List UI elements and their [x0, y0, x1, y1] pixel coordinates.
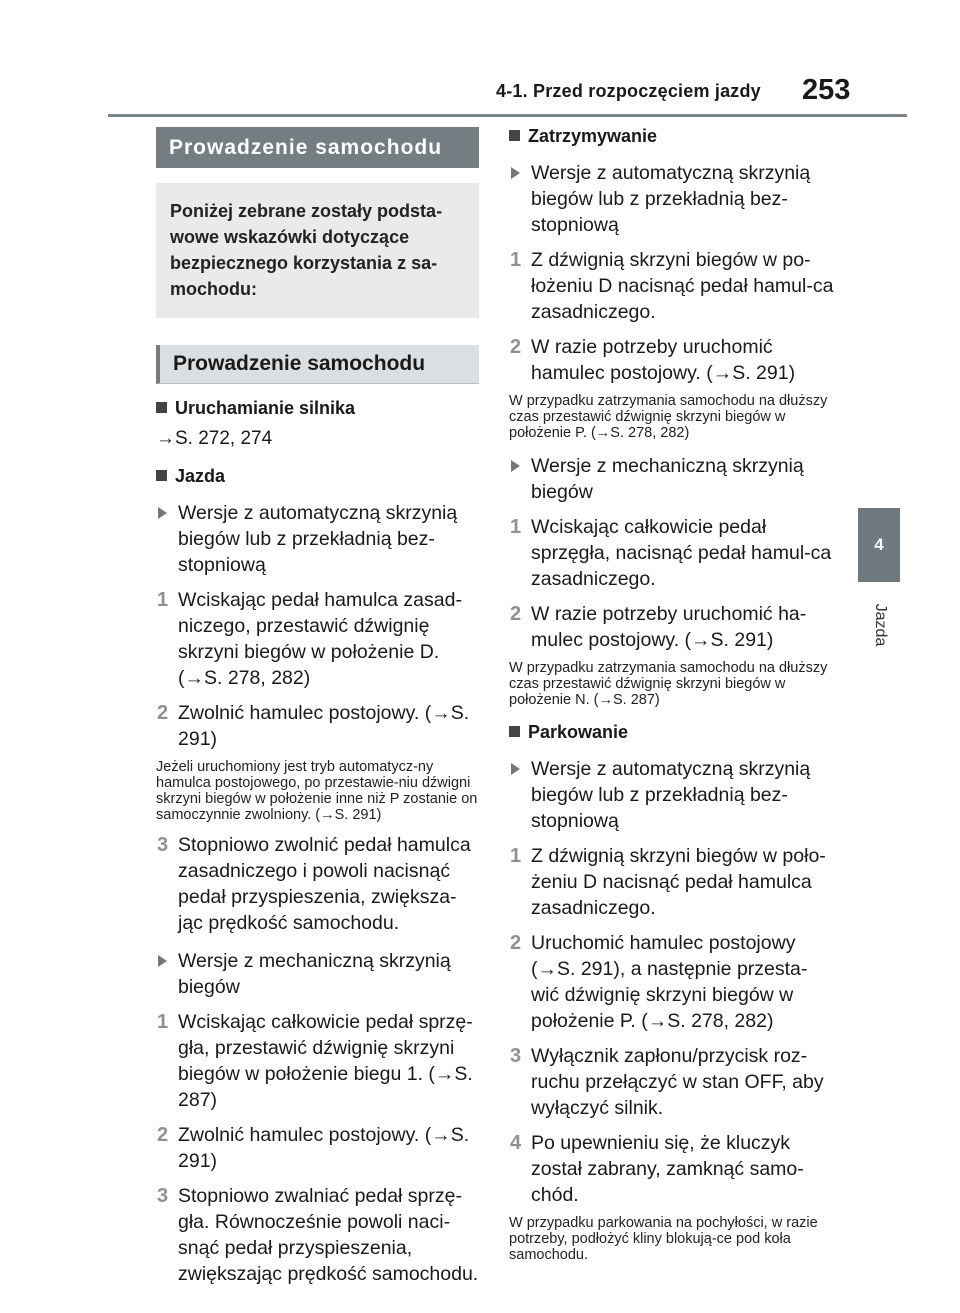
- step-item: 2 W razie potrzeby uruchomić ha-mulec postojowy. (→S. 291): [510, 603, 807, 651]
- step-number: 3: [510, 1045, 522, 1067]
- chapter-label-text: Jazda: [872, 603, 889, 647]
- page-number: 253: [802, 74, 851, 106]
- step-item: 2 Uruchomić hamulec postojowy (→S. 291), a następnie przesta-wić dźwignię skrzyni biegów w położenie P. (→S. 278, 282): [510, 932, 808, 1032]
- heading-stopping: Zatrzymywanie: [509, 124, 834, 148]
- chapter-tab[interactable]: 4: [858, 508, 900, 582]
- triangle-bullet-icon: [511, 763, 520, 775]
- variant-heading: Wersje z mechaniczną skrzynią biegów: [156, 948, 479, 1000]
- step-item: 1 Wciskając całkowicie pedał sprzęgła, nacisnąć pedał hamul-ca zasadniczego.: [510, 516, 832, 590]
- running-header: 4-1. Przed rozpoczęciem jazdy: [496, 81, 761, 101]
- step-number: 3: [157, 834, 169, 856]
- chapter-label: [860, 590, 900, 660]
- square-bullet-icon: [509, 726, 520, 737]
- heading-starting: Uruchamianie silnika: [156, 396, 479, 420]
- step-item: 1 Wciskając pedał hamulca zasad-niczego, przestawić dźwignię skrzyni biegów w położenie D. (→S. 278, 282): [157, 589, 462, 689]
- heading-driving: Jazda: [156, 464, 479, 488]
- left-column: [156, 127, 479, 1287]
- note-text: W przypadku zatrzymania samochodu na dłuższy czas przestawić dźwignię skrzyni biegów w położenie N. (→S. 287): [509, 660, 828, 708]
- step-item: 1 Wciskając całkowicie pedał sprzę-gła, przestawić dźwignię skrzyni biegów w położenie biegu 1. (→S. 287): [157, 1011, 473, 1111]
- right-column: [509, 124, 834, 1263]
- step-number: 1: [157, 589, 169, 611]
- variant-heading: Wersje z automatyczną skrzynią biegów lub z przekładnią bez-stopniową: [156, 500, 479, 578]
- note-text: W przypadku parkowania na pochyłości, w razie potrzeby, podłożyć kliny blokują-ce pod koła samochodu.: [509, 1215, 818, 1263]
- variant-heading: Wersje z mechaniczną skrzynią biegów: [509, 453, 834, 505]
- step-item: 1 Z dźwignią skrzyni biegów w po-łożeniu D nacisnąć pedał hamul-ca zasadniczego.: [510, 249, 834, 323]
- triangle-bullet-icon: [158, 507, 167, 519]
- note-text: W przypadku zatrzymania samochodu na dłuższy czas przestawić dźwignię skrzyni biegów w położenie P. (→S. 278, 282): [509, 393, 828, 441]
- variant-heading: Wersje z automatyczną skrzynią biegów lub z przekładnią bez-stopniową: [509, 756, 834, 834]
- step-item: 4 Po upewnieniu się, że kluczyk został zabrany, zamknąć samo-chód.: [510, 1132, 804, 1206]
- triangle-bullet-icon: [511, 460, 520, 472]
- step-number: 1: [510, 516, 522, 538]
- step-number: 2: [510, 603, 522, 625]
- triangle-bullet-icon: [511, 167, 520, 179]
- step-number: 2: [510, 336, 522, 358]
- step-item: 3 Stopniowo zwolnić pedał hamulca zasadniczego i powoli nacisnąć pedał przyspieszenia, zwiększa-jąc prędkość samochodu.: [157, 834, 471, 934]
- step-item: 3 Wyłącznik zapłonu/przycisk roz-ruchu przełączyć w stan OFF, aby wyłączyć silnik.: [510, 1045, 824, 1119]
- variant-heading: Wersje z automatyczną skrzynią biegów lub z przekładnią bez-stopniową: [509, 160, 834, 238]
- step-item: 2 Zwolnić hamulec postojowy. (→S. 291): [157, 702, 470, 750]
- square-bullet-icon: [156, 470, 167, 481]
- step-number: 1: [157, 1011, 169, 1033]
- heading-parking: Parkowanie: [509, 720, 834, 744]
- triangle-bullet-icon: [158, 955, 167, 967]
- step-number: 1: [510, 845, 522, 867]
- step-number: 2: [157, 1124, 169, 1146]
- header-rule: [108, 114, 907, 117]
- square-bullet-icon: [509, 130, 520, 141]
- intro-box: Poniżej zebrane zostały podsta-wowe wskazówki dotyczące bezpiecznego korzystania z sa-mochodu:: [156, 183, 479, 318]
- step-number: 4: [510, 1132, 522, 1154]
- square-bullet-icon: [156, 402, 167, 413]
- step-item: 3 Stopniowo zwalniać pedał sprzę-gła. Równocześnie powoli naci-snąć pedał przyspieszenia, zwiększając prędkość samochodu.: [157, 1185, 479, 1285]
- step-number: 1: [510, 249, 522, 271]
- note-text: Jeżeli uruchomiony jest tryb automatycz-ny hamulca postojowego, po przestawie-niu dźwigni skrzyni biegów w położenie inne niż P zostanie on samoczynnie zwolniony. (→S. 291): [156, 759, 478, 823]
- page-title: Prowadzenie samochodu: [156, 127, 479, 168]
- step-number: 3: [157, 1185, 169, 1207]
- step-number: 2: [510, 932, 522, 954]
- step-item: 2 Zwolnić hamulec postojowy. (→S. 291): [157, 1124, 470, 1172]
- subsection-heading: Prowadzenie samochodu: [156, 345, 479, 384]
- reference-link[interactable]: →S. 272, 274: [156, 428, 273, 449]
- step-item: 1 Z dźwignią skrzyni biegów w poło-żeniu D nacisnąć pedał hamulca zasadniczego.: [510, 845, 826, 919]
- step-item: 2 W razie potrzeby uruchomić hamulec postojowy. (→S. 291): [510, 336, 796, 384]
- step-number: 2: [157, 702, 169, 724]
